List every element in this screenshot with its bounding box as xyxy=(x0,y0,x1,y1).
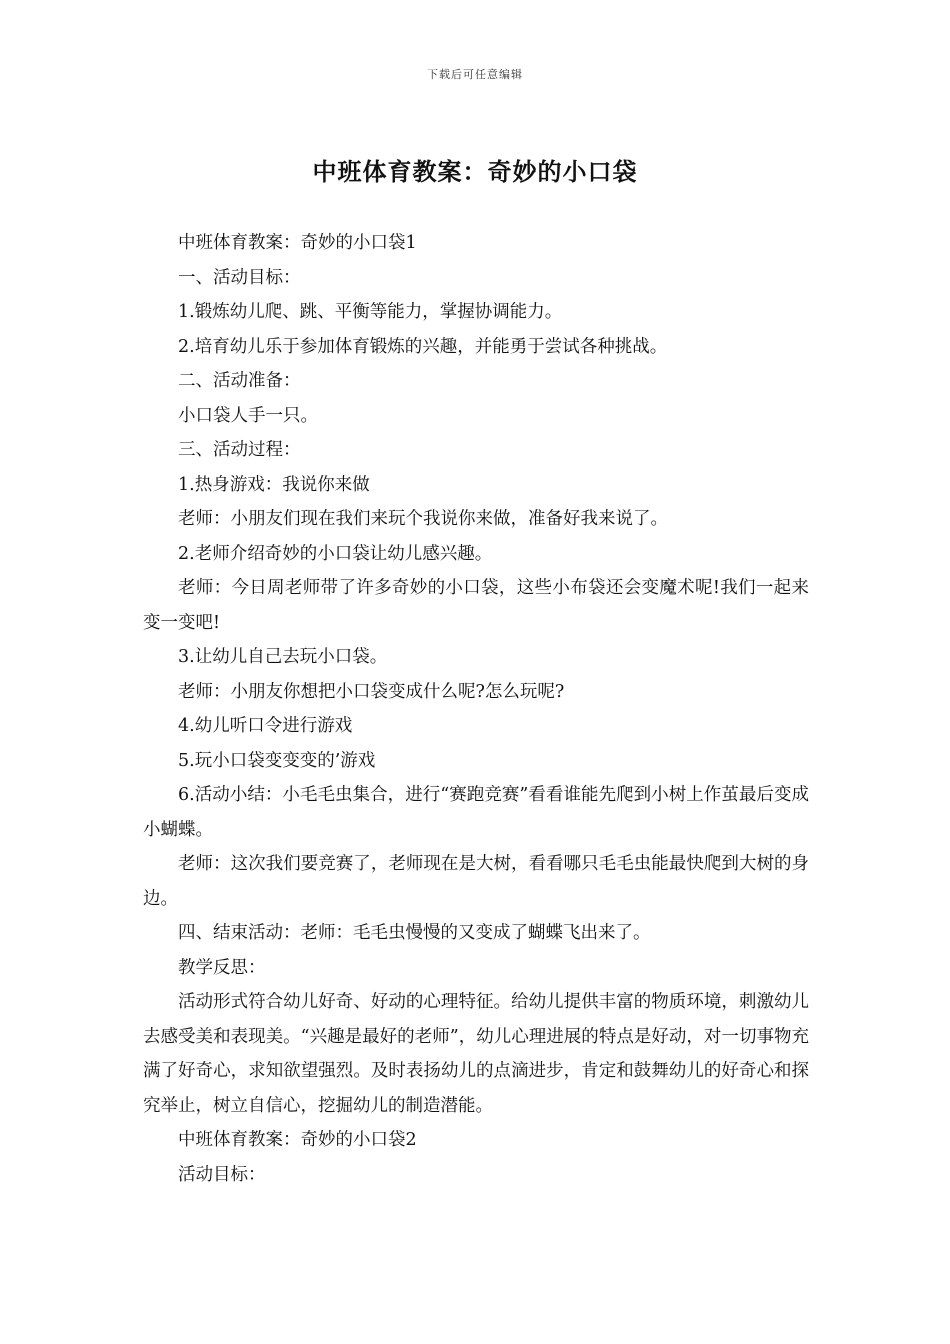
paragraph: 2.培育幼儿乐于参加体育锻炼的兴趣，并能勇于尝试各种挑战。 xyxy=(178,336,668,357)
paragraph: 老师：这次我们要竞赛了，老师现在是大树，看看哪只毛毛虫能最快爬到大树的身边。 xyxy=(143,854,809,909)
paragraph: 活动形式符合幼儿好奇、好动的心理特征。给幼儿提供丰富的物质环境，刺激幼儿去感受美和表现美。“兴趣是最好的老师”，幼儿心理进展的特点是好动，对一切事物充满了好奇心，求知欲望强烈。及时表扬幼儿的点滴进步，肯定和鼓舞幼儿的好奇心和探究举止，树立自信心，挖掘幼儿的制造潜能。 xyxy=(143,992,809,1116)
paragraph: 活动目标： xyxy=(178,1164,266,1185)
page-header-note: 下载后可任意编辑 xyxy=(427,68,523,81)
paragraph: 小口袋人手一只。 xyxy=(178,405,318,426)
paragraph: 二、活动准备： xyxy=(178,371,301,391)
paragraph: 3.让幼儿自己去玩小口袋。 xyxy=(178,647,388,667)
paragraph: 老师：今日周老师带了许多奇妙的小口袋，这些小布袋还会变魔术呢!我们一起来变一变吧! xyxy=(143,578,809,633)
paragraph: 老师：小朋友们现在我们来玩个我说你来做，准备好我来说了。 xyxy=(178,509,668,529)
paragraph: 三、活动过程： xyxy=(178,440,301,460)
paragraph: 2.老师介绍奇妙的小口袋让幼儿感兴趣。 xyxy=(178,543,493,564)
paragraph: 4.幼儿听口令进行游戏 xyxy=(178,716,353,736)
paragraph: 5.玩小口袋变变变的’游戏 xyxy=(178,750,376,771)
paragraph: 6.活动小结：小毛毛虫集合，进行“赛跑竞赛”看看谁能先爬到小树上作茧最后变成小蝴蝶。 xyxy=(143,785,809,840)
paragraph: 一、活动目标： xyxy=(178,267,301,288)
paragraph: 教学反思： xyxy=(178,957,266,978)
paragraph: 老师：小朋友你想把小口袋变成什么呢?怎么玩呢? xyxy=(178,681,565,702)
document-body xyxy=(143,226,809,1192)
paragraph: 四、结束活动：老师：毛毛虫慢慢的又变成了蝴蝶飞出来了。 xyxy=(178,923,651,943)
paragraph: 1.热身游戏：我说你来做 xyxy=(178,474,370,495)
paragraph: 1.锻炼幼儿爬、跳、平衡等能力，掌握协调能力。 xyxy=(178,302,563,322)
paragraph: 中班体育教案：奇妙的小口袋2 xyxy=(178,1130,417,1150)
paragraph: 中班体育教案：奇妙的小口袋1 xyxy=(178,233,417,253)
document-title: 中班体育教案：奇妙的小口袋 xyxy=(312,158,638,186)
